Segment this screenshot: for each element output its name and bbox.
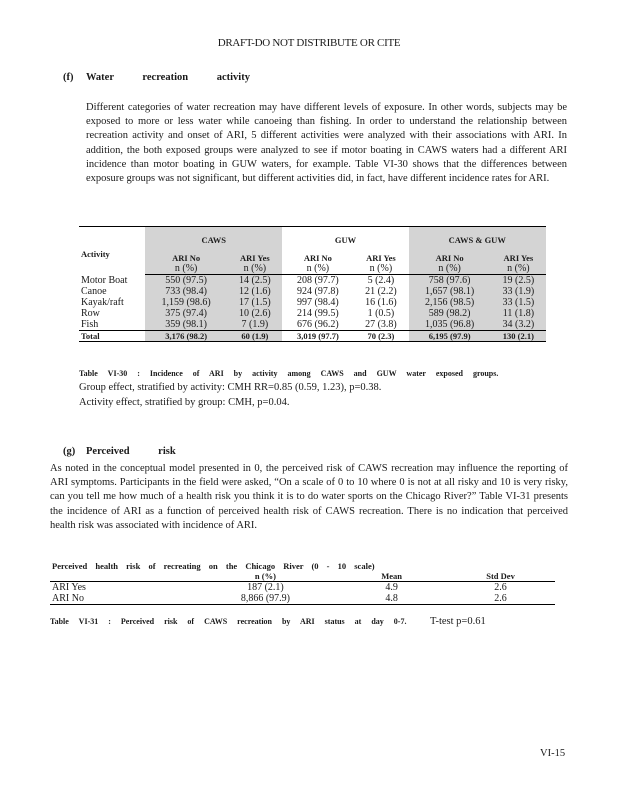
data-cell: 12 (1.6) [227,286,282,297]
data-cell: 1,657 (98.1) [409,286,491,297]
data-cell: 7 (1.9) [227,319,282,331]
activity-cell: Fish [81,319,99,330]
col-header: ARI Yes [366,253,396,263]
section-f-paragraph: Different categories of water recreation may have different levels of exposure. In other words, subjects may be exposed to more or less water while canoeing than fishing. In order to understand the relationship between recreation activity and onset of ARI, 5 different activities were analyzed with their associations with ARI. In addition, the both exposed groups were analyzed to see if motor boating in CAWS waters had a different ARI incidence than motor boating in GUW waters, for example. Table VI-30 shows that the differences between exposure groups was not significant, but different activities did, in fact, have different incidence rates for ARI. [86,102,567,185]
table-vi-31 [50,561,555,605]
data-cell: 758 (97.6) [409,275,491,287]
data-cell: 5 (2.4) [367,275,395,286]
data-cell: 33 (1.9) [491,286,546,297]
col-subheader: n (%) [491,263,546,275]
data-cell: 17 (1.5) [227,297,282,308]
data-cell: 2.6 [446,593,555,605]
activity-cell: Motor Boat [81,274,128,286]
table-row [79,308,546,319]
col-header: ARI No [409,245,491,263]
data-cell: 359 (98.1) [145,319,227,331]
table-row [50,593,555,605]
total-label: Total [79,331,145,342]
data-cell: 550 (97.5) [145,275,227,287]
table-30-note-group: Group effect, stratified by activity: CMH RR=0.85 (0.59, 1.23), p=0.38. [79,382,382,393]
data-cell: 4.9 [385,582,398,593]
table-31-caption: Table VI-31 : Perceived risk of CAWS recreation by ARI status at day 0-7. [50,617,407,626]
data-cell: 14 (2.5) [227,275,282,287]
data-cell: 10 (2.6) [227,308,282,319]
data-cell: 2.6 [494,582,507,593]
data-cell: 1,035 (96.8) [409,319,491,331]
total-cell: 3,019 (97.7) [282,331,353,342]
col-header-mean: Mean [337,571,446,582]
data-cell: 21 (2.2) [365,286,397,297]
data-cell: 924 (97.8) [297,286,339,297]
total-row [79,331,546,342]
data-cell: 589 (98.2) [409,308,491,319]
table-30-note-activity: Activity effect, stratified by group: CMH, p=0.04. [79,397,290,408]
activity-cell: Canoe [81,286,107,297]
row-label: ARI No [50,593,194,605]
group-header: CAWS & GUW [409,227,547,246]
group-header: CAWS [145,227,282,246]
data-cell: 34 (3.2) [491,319,546,331]
table-row [79,319,546,331]
table-row [50,582,555,594]
table-row [79,275,546,287]
section-g-paragraph: As noted in the conceptual model presented in 0, the perceived risk of CAWS recreation may influence the reporting of ARI symptoms. Participants in the field were asked, “On a scale of 0 to 10 where 0 is not at all risky and 10 is very risky, can you tell me how much of a health risk you think it is to do water sports on the Chicago River?” Table VI-31 presents the incidence of ARI as a function of perceived health risk of CAWS recreation. There is no indication that perceived health risk was associated with incidence of ARI. [50,463,568,531]
data-cell: 997 (98.4) [297,297,339,308]
data-cell: 4.8 [337,593,446,605]
table-row [79,297,546,308]
data-cell: 733 (98.4) [145,286,227,297]
section-f-title: Water recreation activity [86,72,250,83]
data-cell: 19 (2.5) [491,275,546,287]
col-header-sd: Std Dev [446,571,555,582]
activity-header: Activity [79,227,145,275]
table-row [79,286,546,297]
total-cell: 6,195 (97.9) [409,331,491,342]
section-g-label: (g) [63,446,76,457]
total-cell: 60 (1.9) [227,331,282,342]
activity-cell: Row [81,308,100,319]
table-31-ttest: T-test p=0.61 [430,616,486,627]
col-subheader: n (%) [282,263,353,275]
table-30-caption: Table VI-30 : Incidence of ARI by activity among CAWS and GUW water exposed groups. [79,369,499,378]
data-cell: 1,159 (98.6) [145,297,227,308]
col-subheader: n (%) [409,263,491,275]
data-cell: 8,866 (97.9) [194,593,338,605]
data-cell: 11 (1.8) [491,308,546,319]
data-cell: 1 (0.5) [367,308,395,319]
data-cell: 27 (3.8) [365,319,397,330]
table-31-header: Perceived health risk of recreating on the Chicago River (0 - 10 scale) [52,561,375,571]
row-label: ARI Yes [52,582,86,593]
data-cell: 208 (97.7) [297,275,339,286]
col-header: ARI Yes [491,245,546,263]
data-cell: 214 (99.5) [297,308,339,319]
section-g-title: Perceived risk [86,446,176,457]
total-cell: 70 (2.3) [353,331,408,342]
col-header: ARI No [303,253,332,263]
data-cell: 187 (2.1) [247,582,284,593]
section-f-label: (f) [63,72,74,83]
total-cell: 130 (2.1) [491,331,546,342]
col-subheader: n (%) [227,263,282,275]
col-header: ARI Yes [227,245,282,263]
page-number: VI-15 [540,748,566,759]
col-subheader: n (%) [145,263,227,275]
data-cell: 16 (1.6) [365,297,397,308]
col-header: ARI No [145,245,227,263]
group-header: GUW [282,227,408,246]
activity-cell: Kayak/raft [81,297,124,308]
data-cell: 2,156 (98.5) [409,297,491,308]
data-cell: 676 (96.2) [297,319,339,330]
col-header-n: n (%) [194,571,338,582]
col-subheader: n (%) [353,263,408,275]
data-cell: 375 (97.4) [145,308,227,319]
total-cell: 3,176 (98.2) [145,331,227,342]
data-cell: 33 (1.5) [491,297,546,308]
table-vi-30 [79,226,546,342]
page-header: DRAFT-DO NOT DISTRIBUTE OR CITE [217,37,401,49]
